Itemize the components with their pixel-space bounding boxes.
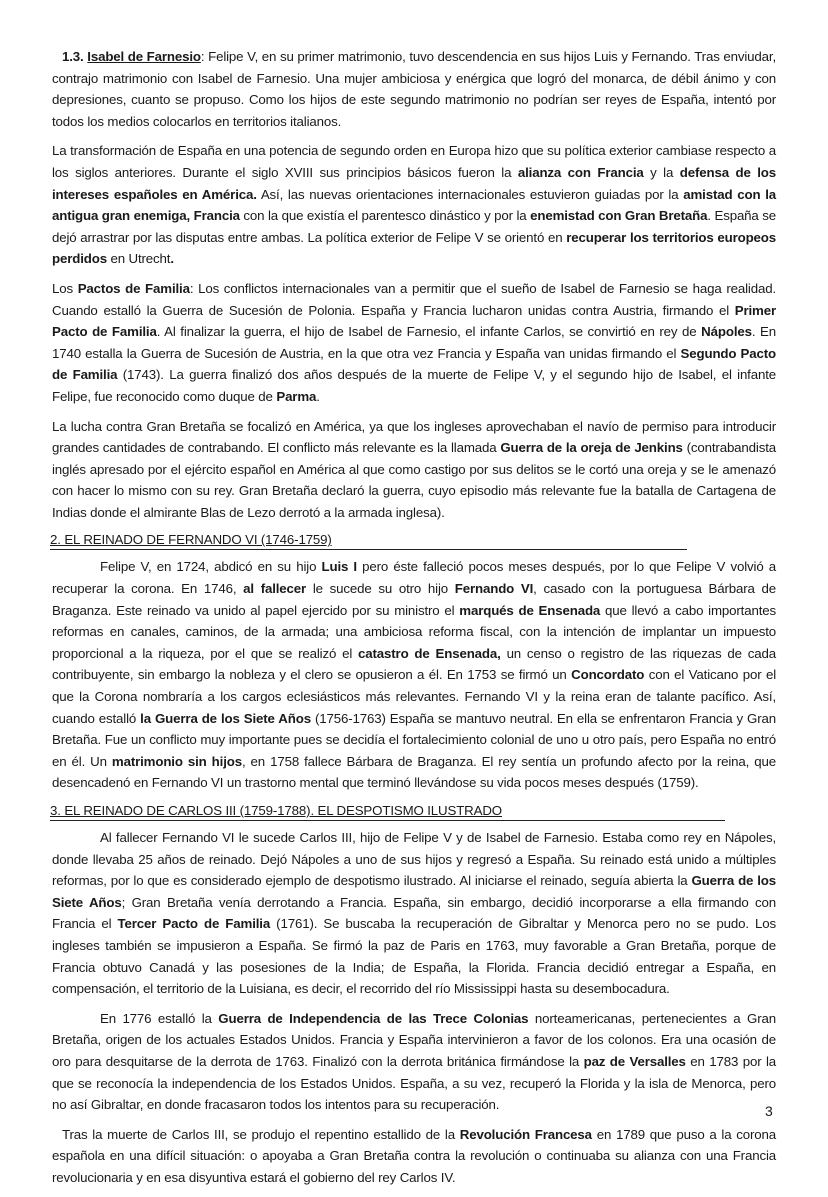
text: pero éste falleció pocos meses después, por lo que Felipe V volvió a recuperar la corona. En 1746, — [52, 559, 776, 597]
text: , en 1758 fallece Bárbara de Braganza. El rey sentía un profundo afecto por la reina, que desencadenó en Fernando VI un trastorno mental que terminó llevándose su vida pocos meses después (1759). — [52, 753, 776, 791]
bold-text: . — [170, 251, 174, 267]
bold-text: Luis I — [321, 559, 357, 575]
paragraph-pactos-de-familia — [52, 278, 776, 408]
bold-text: Segundo Pacto de Familia — [52, 345, 776, 383]
text: (contrabandista inglés apresado por el ejército español en América al que como castigo por sus delitos se le cortó una oreja y se le amenazó con hacer lo mismo con su rey. Gran Bretaña declaró la guerra, cuyo episodio más relevante fue la batalla de Cartagena de Indias donde el almirante Blas de Lezo derrotó a la armada inglesa). — [52, 440, 777, 520]
bold-text: Parma — [276, 388, 317, 404]
paragraph-trece-colonias — [52, 1008, 776, 1116]
text: Tras la muerte de Carlos III, se produjo el repentino estallido de la — [62, 1126, 460, 1142]
bold-text: al fallecer — [243, 581, 307, 597]
paragraph-foreign-policy — [52, 140, 776, 270]
paragraph-oreja-de-jenkins — [52, 416, 776, 524]
bold-text: Fernando VI — [454, 581, 534, 597]
text: . — [316, 388, 320, 404]
bold-text: marqués de Ensenada — [459, 602, 601, 618]
text: La lucha contra Gran Bretaña se focalizó en América, ya que los ingleses aprovechaban el navío de permiso para introducir grandes cantidades de contrabando. El conflicto más relevante es la llamada — [52, 418, 776, 456]
bold-text: defensa de los intereses españoles en América. — [52, 164, 776, 202]
text: le sucede su otro hijo — [306, 581, 455, 597]
bold-text: amistad con la antigua gran enemiga, Francia — [52, 186, 776, 224]
bold-text: Tercer Pacto de Familia — [117, 916, 271, 932]
text: norteamericanas, pertenecientes a Gran Bretaña, origen de los actuales Estados Unidos. Francia y España intervinieron a favor de los colonos. Era una ocasión de oro para desquitarse de la derrota de 1763. Finalizó con la derrota británica firmándose la — [52, 1010, 776, 1069]
bold-text: Guerra de los Siete Años — [52, 873, 776, 910]
text: : Los conflictos internacionales van a permitir que el sueño de Isabel de Farnesio se haga realidad. Cuando estalló la Guerra de Sucesión de Polonia. España y Francia lucharon unidas contra Austria, firmando el — [52, 280, 776, 318]
paragraph-fernando-vi — [52, 556, 776, 794]
section-title: Isabel de Farnesio — [87, 49, 201, 64]
text: en 1789 que puso a la corona española en una difícil situación: o apoyaba a Gran Bretaña contra la revolución o continuaba su alianza con una Francia revolucionaria y en esa disyuntiva estará el gobierno del rey Carlos IV. — [52, 1126, 777, 1185]
text: . Al finalizar la guerra, el hijo de Isabel de Farnesio, el infante Carlos, se convirtió en rey de — [156, 324, 702, 340]
bold-text: Concordato — [571, 667, 645, 683]
page-number: 3 — [765, 1103, 773, 1119]
paragraph-isabel-de-farnesio — [52, 46, 776, 132]
paragraph-revolucion-francesa — [52, 1124, 776, 1189]
text: Felipe V, en 1724, abdicó en su hijo — [100, 559, 322, 575]
text: con la que existía el parentesco dinástico y por la — [239, 208, 531, 224]
text: con el Vaticano por el que la Corona nombraría a los cargos eclesiásticos más relevantes. Fernando VI y la reina eran de talante pacífico. Así, cuando estalló — [52, 667, 776, 726]
text: , casado con la portuguesa Bárbara de Braganza. Este reinado va unido al papel ejercido por su ministro el — [52, 581, 776, 618]
text: en 1783 por la que se reconocía la independencia de los Estados Unidos. España, a su vez, recuperó la Florida y la isla de Menorca, pero no así Gibraltar, en donde fracasaron todos los intentos para su recuperación. — [52, 1053, 776, 1113]
bold-text: enemistad con Gran Bretaña — [530, 208, 708, 224]
bold-text: Primer Pacto de Familia — [52, 302, 776, 340]
bold-text: alianza con Francia — [517, 164, 644, 180]
text: ; Gran Bretaña venía derrotando a Francia. España, sin embargo, decidió incorporarse a ella firmando con Francia el — [52, 894, 776, 932]
text: : Felipe V, en su primer matrimonio, tuvo descendencia en sus hijos Luis y Fernando. Tras enviudar, contrajo matrimonio con Isabel de Farnesio. Una mujer ambiciosa y enérgica que logró del monarca, de débil ánimo y con depresiones, cuanto se propuso. Como los hijos de este segundo matrimonio no podrían ser reyes de España, intentó por todos los medios colocarlos en territorios italianos. — [52, 49, 776, 129]
document-page — [52, 46, 776, 1197]
bold-text: Guerra de la oreja de Jenkins — [500, 440, 683, 456]
text: un censo o registro de las riquezas de cada contribuyente, sin embargo la nobleza y el clero se opusieron a él. En 1753 se firmó un — [52, 645, 777, 683]
section-heading-fernando-vi: 2. EL REINADO DE FERNANDO VI (1746-1759) — [50, 531, 687, 550]
bold-text: Revolución Francesa — [459, 1126, 592, 1142]
bold-text: matrimonio sin hijos — [111, 753, 242, 769]
text: que llevó a cabo importantes reformas en canales, caminos, de la armada; una ambiciosa reforma fiscal, con la intención de implantar un impuesto proporcional a la riqueza, por el que se realizó el — [52, 602, 776, 661]
bold-text: Nápoles — [701, 324, 752, 340]
text: Así, las nuevas orientaciones internacionales estuvieron guiadas por la — [256, 186, 684, 202]
section-heading-carlos-iii: 3. EL REINADO DE CARLOS III (1759-1788). EL DESPOTISMO ILUSTRADO — [50, 802, 725, 821]
text: . España se dejó arrastrar por las disputas entre ambas. La política exterior de Felipe V se orientó en — [52, 208, 776, 245]
text: Los — [52, 280, 78, 296]
bold-text: Guerra de Independencia de las Trece Colonias — [218, 1010, 529, 1026]
text: (1761). Se buscaba la recuperación de Gibraltar y Menorca pero no se pudo. Los ingleses también se impusieron a España. Se firmó la paz de Paris en 1763, muy favorable a Gran Bretaña, porque de Francia obtuvo Canadá y las posesiones de la India; de España, la Florida. Francia decidió entregar a España, en compensación, el territorio de la Luisiana, es decir, el recorrido del río Mississippi hasta su desembocadura. — [52, 916, 776, 997]
text: En 1776 estalló la — [100, 1010, 219, 1026]
bold-text: catastro de Ensenada, — [358, 645, 501, 661]
text: (1743). La guerra finalizó dos años después de la muerte de Felipe V, y el segundo hijo de Isabel, el infante Felipe, fue reconocido como duque de — [52, 367, 777, 404]
bold-text: paz de Versalles — [583, 1053, 686, 1069]
text: . En 1740 estalla la Guerra de Sucesión de Austria, en la que otra vez Francia y España van unidas firmando el — [52, 324, 776, 361]
text: Al fallecer Fernando VI le sucede Carlos III, hijo de Felipe V y de Isabel de Farnesio. Estaba como rey en Nápoles, donde llevaba 25 años de reinado. Dejó Nápoles a uno de sus hijos y regresó a España. Su reinado está unido a múltiples reformas, por lo que es considerado ejemplo de despotismo ilustrado. Al iniciarse el reinado, seguía abierta la — [52, 830, 776, 889]
section-number: 1.3. — [62, 49, 84, 64]
text: en Utrecht — [106, 251, 171, 267]
bold-text: la Guerra de los Siete Años — [140, 710, 311, 726]
bold-text: Pactos de Familia — [77, 280, 190, 296]
bold-text: recuperar los territorios europeos perdidos — [52, 229, 777, 267]
paragraph-carlos-iii — [52, 827, 776, 1000]
text: La transformación de España en una potencia de segundo orden en Europa hizo que su política exterior cambiase respecto a los siglos anteriores. Durante el siglo XVIII sus principios básicos fueron la — [52, 143, 776, 180]
text: y la — [643, 164, 680, 180]
text: (1756-1763) España se mantuvo neutral. En ella se enfrentaron Francia y Gran Bretaña. Fue un conflicto muy importante pues se decidía el fortalecimiento colonial de uno u otro país, pero España no entró en él. Un — [52, 710, 776, 769]
